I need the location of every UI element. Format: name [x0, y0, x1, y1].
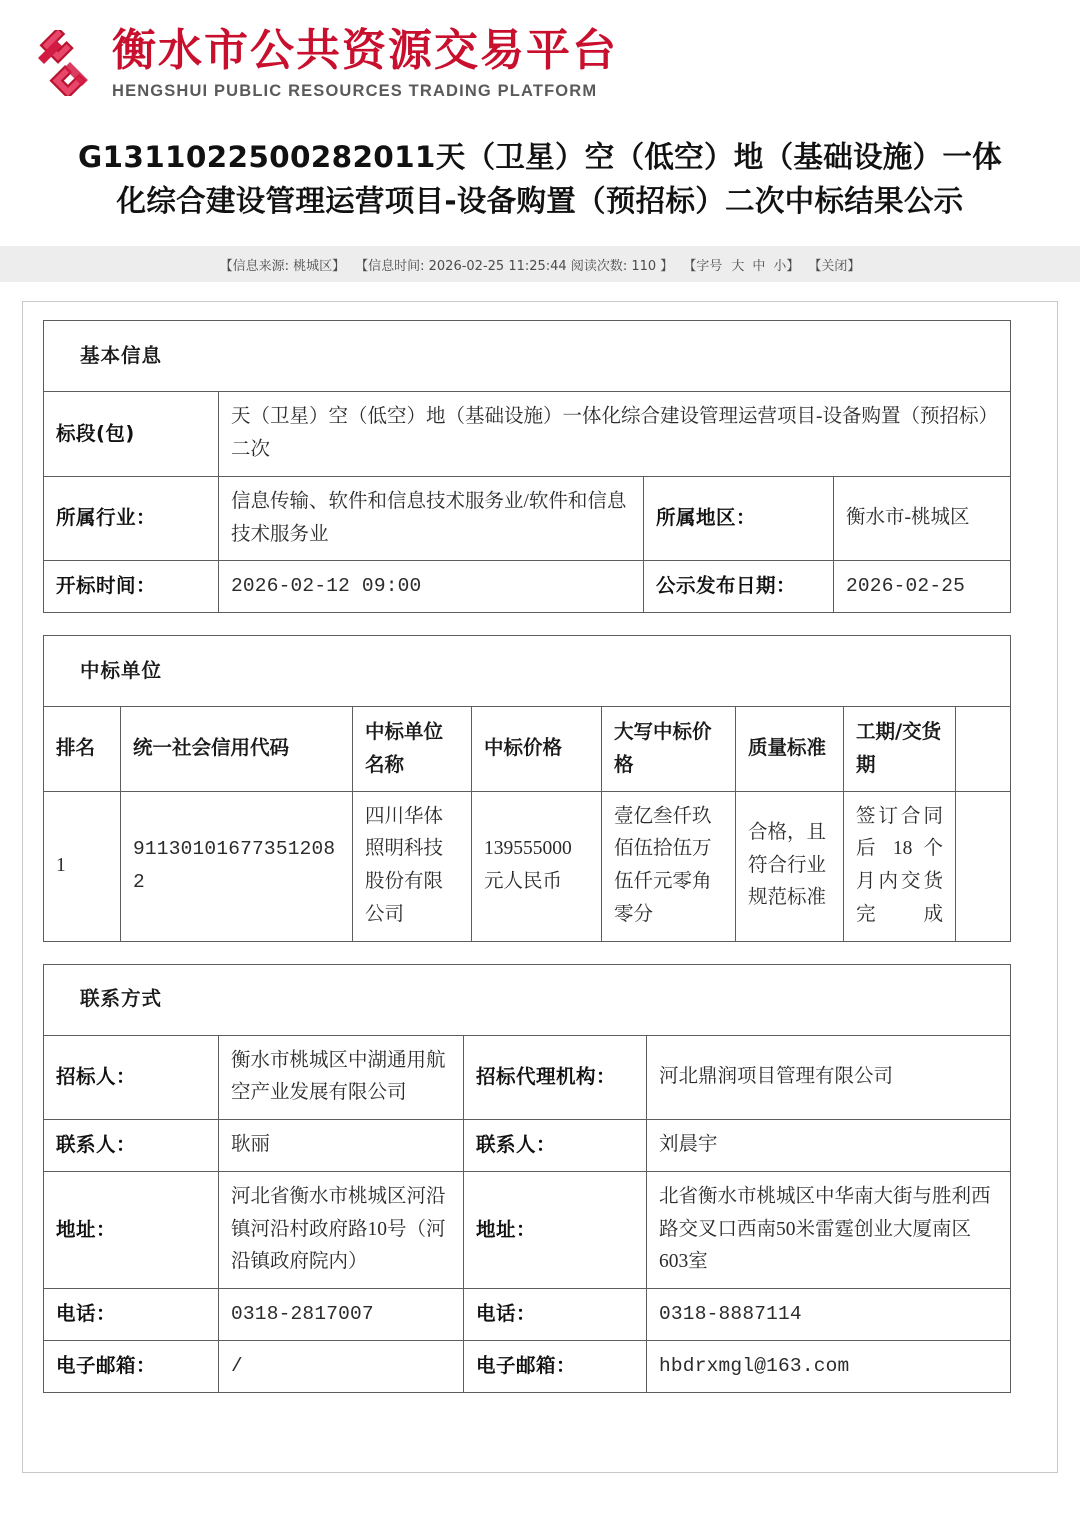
table-row: [44, 791, 1011, 941]
header-bid-price-chinese: 大写中标价格: [602, 707, 736, 792]
lot-label: 标段(包): [44, 392, 219, 477]
cell-company-name: 四川华体照明科技股份有限公司: [353, 791, 472, 941]
contact-table: [43, 964, 1011, 1393]
header-quality-standard: 质量标准: [736, 707, 844, 792]
region-value: 衡水市-桃城区: [834, 476, 1011, 561]
agency-address-value: 北省衡水市桃城区中华南大街与胜利西路交叉口西南50米雷霆创业大厦南区603室: [647, 1171, 1011, 1288]
table-row: [44, 561, 1011, 613]
tenderer-email-label: 电子邮箱：: [44, 1340, 219, 1392]
cell-duration: 签订合同后 18 个月内交货完成: [844, 791, 956, 941]
winning-bidder-table: [43, 635, 1011, 942]
agency-contact-label: 联系人：: [464, 1120, 647, 1172]
table-row: [44, 1120, 1011, 1172]
header-bid-price: 中标价格: [472, 707, 602, 792]
winning-bidder-section-title: 中标单位: [44, 636, 1011, 707]
header-credit-code: 统一社会信用代码: [121, 707, 353, 792]
site-header: [0, 0, 1080, 101]
tenderer-address-label: 地址：: [44, 1171, 219, 1288]
cell-bid-price-chinese: 壹亿叁仟玖佰伍拾伍万伍仟元零角零分: [602, 791, 736, 941]
document-body: [22, 301, 1058, 1473]
meta-bar: [0, 246, 1080, 282]
fontsize-large-button[interactable]: 大: [731, 258, 745, 274]
tenderer-label: 招标人：: [44, 1035, 219, 1120]
tenderer-phone-label: 电话：: [44, 1289, 219, 1341]
brand-text: [112, 26, 618, 101]
table-row: [44, 1171, 1011, 1288]
table-row: [44, 1340, 1011, 1392]
header-extra: [956, 707, 1011, 792]
tenderer-contact-label: 联系人：: [44, 1120, 219, 1172]
hengshui-emblem-icon: [30, 30, 96, 96]
fontsize-small-button[interactable]: 小】: [773, 258, 800, 274]
fontsize-label: 【字号: [683, 258, 723, 274]
bid-opening-time-label: 开标时间：: [44, 561, 219, 613]
table-row: [44, 1035, 1011, 1120]
tenderer-contact-value: 耿丽: [219, 1120, 464, 1172]
header-rank: 排名: [44, 707, 121, 792]
brand-name-en: HENGSHUI PUBLIC RESOURCES TRADING PLATFORM: [112, 81, 598, 100]
winning-bidder-section-header-row: [44, 636, 1011, 707]
table-header-row: [44, 707, 1011, 792]
contact-section-header-row: [44, 964, 1011, 1035]
close-button[interactable]: 【关闭】: [808, 258, 861, 274]
cell-extra: [956, 791, 1011, 941]
cell-rank: 1: [44, 791, 121, 941]
cell-bid-price: 139555000元人民币: [472, 791, 602, 941]
agency-email-value: hbdrxmgl@163.com: [647, 1340, 1011, 1392]
industry-value: 信息传输、软件和信息技术服务业/软件和信息技术服务业: [219, 476, 644, 561]
agency-label: 招标代理机构：: [464, 1035, 647, 1120]
table-row: [44, 476, 1011, 561]
lot-value: 天（卫星）空（低空）地（基础设施）一体化综合建设管理运营项目-设备购置（预招标）二次: [219, 392, 1011, 477]
agency-email-label: 电子邮箱：: [464, 1340, 647, 1392]
industry-label: 所属行业：: [44, 476, 219, 561]
basic-info-section-header-row: [44, 321, 1011, 392]
agency-phone-value: 0318-8887114: [647, 1289, 1011, 1341]
header-company-name: 中标单位名称: [353, 707, 472, 792]
contact-section-title: 联系方式: [44, 964, 1011, 1035]
basic-info-table: [43, 320, 1011, 613]
header-duration: 工期/交货期: [844, 707, 956, 792]
basic-info-section-title: 基本信息: [44, 321, 1011, 392]
tenderer-address-value: 河北省衡水市桃城区河沿镇河沿村政府路10号（河沿镇政府院内）: [219, 1171, 464, 1288]
fontsize-medium-button[interactable]: 中: [752, 258, 766, 274]
tenderer-phone-value: 0318-2817007: [219, 1289, 464, 1341]
brand-name-cn: 衡水市公共资源交易平台: [112, 25, 618, 76]
page-title: G1311022500282011天（卫星）空（低空）地（基础设施）一体化综合建设管理运营项目-设备购置（预招标）二次中标结果公示: [78, 139, 1002, 219]
tenderer-email-value: /: [219, 1340, 464, 1392]
cell-quality-standard: 合格，且符合行业规范标准: [736, 791, 844, 941]
table-row: [44, 1289, 1011, 1341]
region-label: 所属地区：: [644, 476, 834, 561]
meta-source: 【信息来源: 桃城区】: [219, 258, 346, 274]
meta-time-and-views: 【信息时间: 2026-02-25 11:25:44 阅读次数: 110 】: [355, 258, 674, 274]
table-row: [44, 392, 1011, 477]
agency-contact-value: 刘晨宇: [647, 1120, 1011, 1172]
agency-phone-label: 电话：: [464, 1289, 647, 1341]
agency-address-label: 地址：: [464, 1171, 647, 1288]
publish-date-value: 2026-02-25: [834, 561, 1011, 613]
publish-date-label: 公示发布日期：: [644, 561, 834, 613]
cell-credit-code: 911301016773512082: [121, 791, 353, 941]
agency-value: 河北鼎润项目管理有限公司: [647, 1035, 1011, 1120]
bid-opening-time-value: 2026-02-12 09:00: [219, 561, 644, 613]
tenderer-value: 衡水市桃城区中湖通用航空产业发展有限公司: [219, 1035, 464, 1120]
